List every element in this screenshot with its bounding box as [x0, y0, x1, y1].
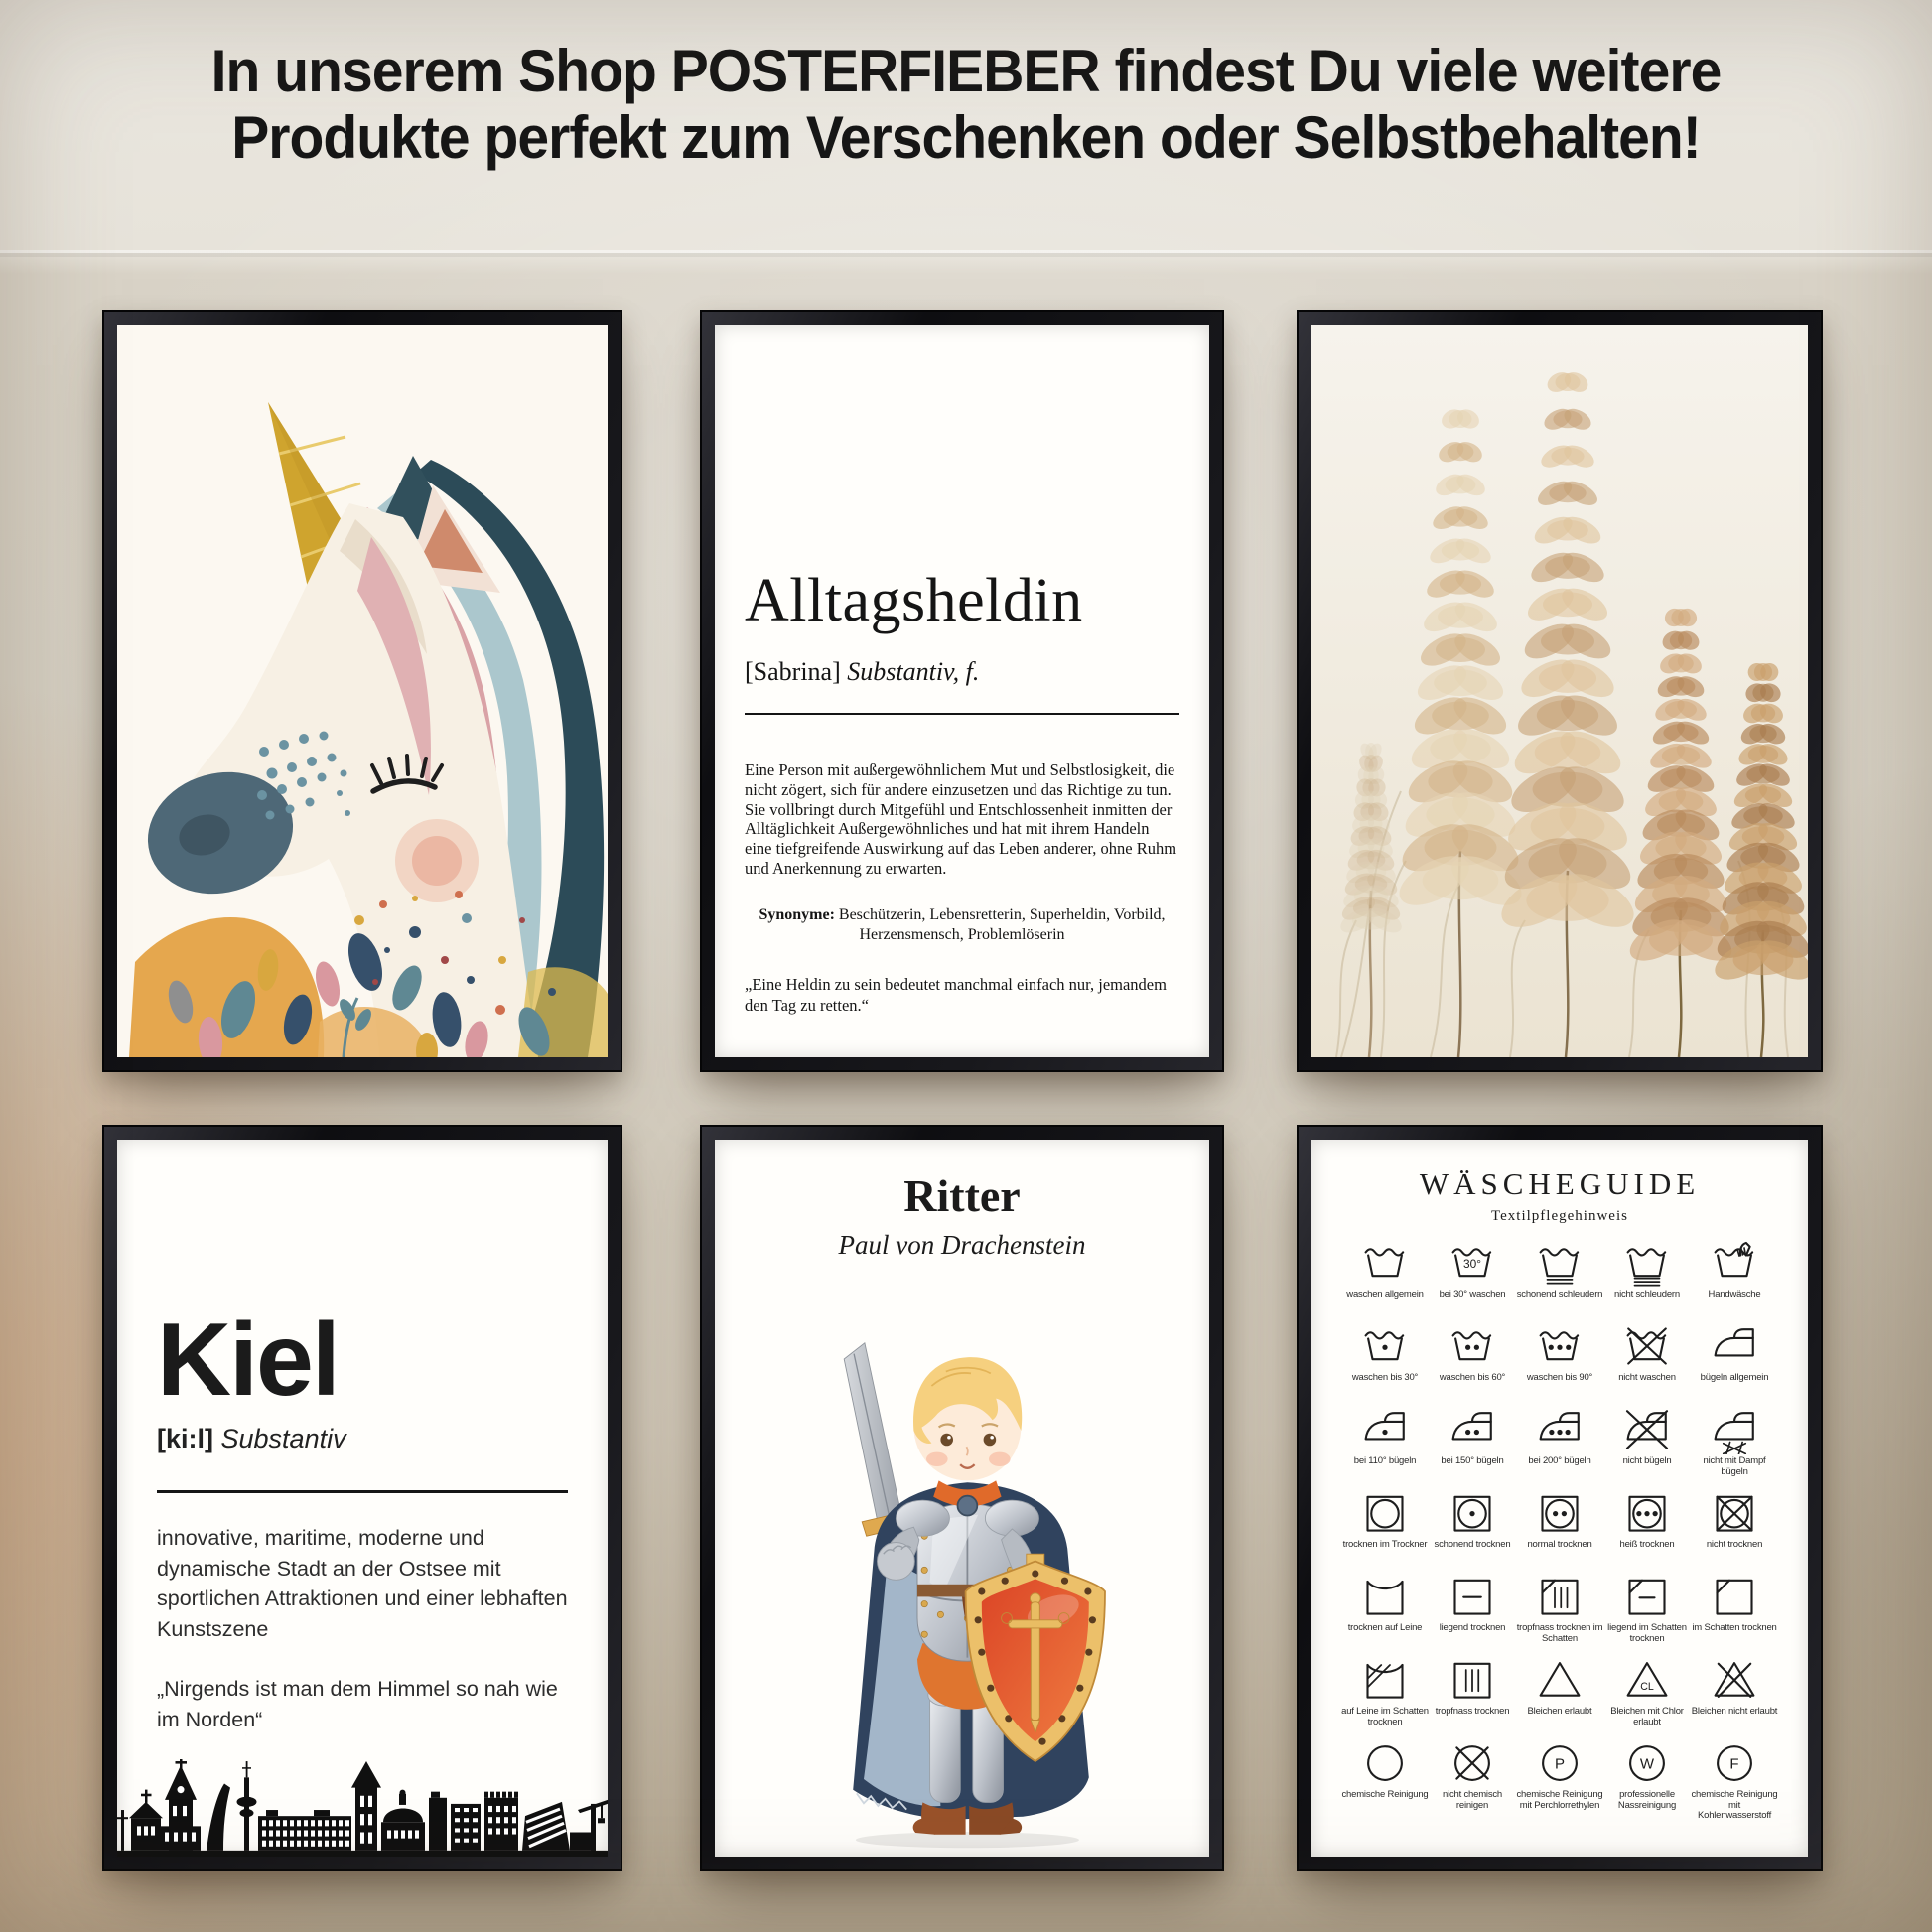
bleach-chlorine-icon — [1622, 1655, 1672, 1705]
iron-icon — [1710, 1321, 1759, 1371]
care-symbol-label: Handwäsche — [1708, 1289, 1761, 1301]
care-symbol-cell — [1603, 1238, 1691, 1321]
care-symbol-cell — [1341, 1655, 1429, 1738]
care-symbol-label: schonend schleudern — [1516, 1289, 1603, 1301]
care-symbol-cell — [1691, 1321, 1778, 1405]
kiel-phonetic: [ki:l] — [157, 1424, 213, 1453]
care-symbol-cell — [1516, 1238, 1603, 1321]
iron-no-steam-icon — [1710, 1405, 1759, 1454]
alltagsheldin-definition: Eine Person mit außergewöhnlichem Mut und Selbstlosigkeit, die nicht zögert, sich für andere einzusetzen und das Richtige zu tun. Sie vollbringt durch Mitgefühl und Entschlossenheit inmitten der Alltäglichkeit Außergewöhnliches und hat mit ihrem Handeln eine tiefgreifende Auswirkung auf das Leben anderer, ohne Ruhm und Anerkennung zu erwarten. — [745, 760, 1177, 879]
care-symbol-label: bei 110° bügeln — [1353, 1455, 1417, 1467]
care-symbol-cell — [1691, 1238, 1778, 1321]
gauntlet-fist — [878, 1543, 915, 1581]
care-symbol-cell — [1429, 1655, 1516, 1738]
tumble-dry-crossed-icon — [1710, 1488, 1759, 1538]
ritter-subtitle: Paul von Drachenstein — [838, 1229, 1086, 1260]
iron-crossed-icon — [1622, 1405, 1672, 1454]
care-symbol-label: nicht chemisch reinigen — [1442, 1789, 1503, 1811]
shade-dry-icon — [1710, 1572, 1759, 1621]
divider-rule — [745, 713, 1179, 715]
care-symbol-cell — [1516, 1738, 1603, 1822]
tumble-dry-icon — [1360, 1488, 1410, 1538]
poster-frame-pampas — [1297, 310, 1823, 1072]
care-symbol-cell — [1603, 1655, 1691, 1738]
care-symbol-label: im Schatten trocknen — [1692, 1622, 1777, 1634]
synonyms-label: Synonyme: — [759, 905, 835, 923]
care-symbol-label: nicht trocknen — [1706, 1539, 1763, 1551]
care-symbol-cell — [1429, 1738, 1516, 1822]
iron-dot-1-icon — [1360, 1405, 1410, 1454]
dry-clean-P-icon — [1535, 1738, 1585, 1788]
care-symbol-cell — [1341, 1238, 1429, 1321]
care-symbol-cell — [1603, 1321, 1691, 1405]
tub-dot-2-icon — [1448, 1321, 1497, 1371]
care-symbol-label: trocknen auf Leine — [1347, 1622, 1423, 1634]
care-symbol-cell — [1429, 1572, 1516, 1655]
care-symbol-label: nicht bügeln — [1622, 1455, 1672, 1467]
care-symbol-cell — [1429, 1405, 1516, 1488]
tub-hand-icon — [1710, 1238, 1759, 1288]
bleach-icon — [1535, 1655, 1585, 1705]
care-symbol-cell — [1516, 1655, 1603, 1738]
dry-clean-icon — [1360, 1738, 1410, 1788]
care-symbol-label: schonend trocknen — [1434, 1539, 1511, 1551]
knight-illustration — [715, 1297, 1209, 1851]
care-symbol-cell — [1691, 1738, 1778, 1822]
svg-text:F: F — [1729, 1755, 1739, 1773]
care-symbol-label: bei 200° bügeln — [1528, 1455, 1591, 1467]
poster-kiel — [117, 1140, 608, 1857]
care-symbol-cell — [1341, 1488, 1429, 1572]
care-symbol-cell — [1341, 1572, 1429, 1655]
care-symbol-cell — [1691, 1488, 1778, 1572]
tumble-dry-dot-2-icon — [1535, 1488, 1585, 1538]
tumble-dry-dot-3-icon — [1622, 1488, 1672, 1538]
care-symbol-label: waschen allgemein — [1346, 1289, 1424, 1301]
care-symbol-cell — [1691, 1655, 1778, 1738]
flat-dry-shade-icon — [1622, 1572, 1672, 1621]
care-symbol-label: liegend trocknen — [1439, 1622, 1506, 1634]
care-symbol-label: tropfnass trocknen im Schatten — [1516, 1622, 1603, 1644]
divider-rule — [157, 1490, 568, 1493]
care-symbol-label: auf Leine im Schatten trocknen — [1341, 1706, 1429, 1727]
care-symbol-label: waschen bis 60° — [1439, 1372, 1506, 1384]
headline-line-1: In unserem Shop POSTERFIEBER findest Du viele weitere — [210, 38, 1722, 104]
alltagsheldin-subtitle — [745, 657, 1179, 687]
care-symbol-label: Bleichen mit Chlor erlaubt — [1610, 1706, 1684, 1727]
tub-30-icon — [1448, 1238, 1497, 1288]
poster-frame-unicorn — [102, 310, 622, 1072]
care-symbol-label: chemische Reinigung mit Perchlorrethylen — [1516, 1789, 1603, 1811]
poster-pampas — [1311, 325, 1808, 1057]
unicorn-illustration — [117, 325, 608, 1057]
alltagsheldin-title: Alltagsheldin — [745, 567, 1083, 634]
care-symbol-cell — [1603, 1488, 1691, 1572]
tub-dot-3-icon — [1535, 1321, 1585, 1371]
tub-crossed-icon — [1622, 1321, 1672, 1371]
kiel-quote: „Nirgends ist man dem Himmel so nah wie im Norden“ — [157, 1677, 558, 1731]
alltagsheldin-name: [Sabrina] — [745, 657, 841, 687]
care-symbol-cell — [1603, 1738, 1691, 1822]
kiel-subtitle — [157, 1424, 568, 1454]
ritter-title: Ritter — [903, 1171, 1021, 1221]
poster-waescheguide — [1311, 1140, 1808, 1857]
kiel-title: Kiel — [157, 1303, 339, 1418]
svg-text:W: W — [1639, 1755, 1655, 1773]
dry-clean-F-icon — [1710, 1738, 1759, 1788]
poster-frame-alltagsheldin — [700, 310, 1224, 1072]
alltagsheldin-word-type: Substantiv, f. — [847, 657, 980, 687]
care-symbol-cell — [1691, 1405, 1778, 1488]
care-symbol-label: nicht waschen — [1618, 1372, 1676, 1384]
tub-dot-1-icon — [1360, 1321, 1410, 1371]
care-symbol-label: professionelle Nassreinigung — [1617, 1789, 1677, 1811]
tub-underline-3-icon — [1622, 1238, 1672, 1288]
poster-alltagsheldin — [715, 325, 1209, 1057]
pampas-illustration — [1311, 325, 1808, 1057]
care-symbol-label: bei 30° waschen — [1439, 1289, 1506, 1301]
care-symbol-label: chemische Reinigung mit Kohlenwasserstoff — [1691, 1789, 1778, 1822]
care-symbol-label: waschen bis 30° — [1351, 1372, 1419, 1384]
poster-frame-waescheguide — [1297, 1125, 1823, 1871]
care-symbol-label: bei 150° bügeln — [1441, 1455, 1504, 1467]
bleach-crossed-icon — [1710, 1655, 1759, 1705]
poster-frame-ritter — [700, 1125, 1224, 1871]
dry-clean-W-icon — [1622, 1738, 1672, 1788]
tub-icon — [1360, 1238, 1410, 1288]
line-dry-icon — [1360, 1572, 1410, 1621]
care-symbol-label: nicht schleudern — [1614, 1289, 1680, 1301]
care-symbol-label: liegend im Schatten trocknen — [1607, 1622, 1687, 1644]
care-symbol-cell — [1603, 1572, 1691, 1655]
kiel-definition: innovative, maritime, moderne und dynamische Stadt an der Ostsee mit sportlichen Attraktionen und einer lebhaften Kunstszene — [157, 1526, 568, 1641]
dry-clean-crossed-icon — [1448, 1738, 1497, 1788]
headline — [49, 38, 1884, 171]
care-symbol-cell — [1603, 1405, 1691, 1488]
line-dry-shade-icon — [1360, 1655, 1410, 1705]
synonyms-list: Beschützerin, Lebensretterin, Superheldin, Vorbild, Herzensmensch, Problemlöserin — [838, 905, 1166, 943]
care-symbol-grid — [1341, 1238, 1778, 1822]
alltagsheldin-quote: „Eine Heldin zu sein bedeutet manchmal einfach nur, jemandem den Tag zu retten.“ — [745, 974, 1167, 1015]
care-symbol-cell — [1516, 1321, 1603, 1405]
drip-dry-icon — [1448, 1655, 1497, 1705]
care-symbol-cell — [1516, 1572, 1603, 1655]
care-symbol-label: heiß trocknen — [1619, 1539, 1675, 1551]
care-symbol-label: Bleichen erlaubt — [1527, 1706, 1592, 1718]
waescheguide-title: WÄSCHEGUIDE — [1419, 1167, 1701, 1201]
care-symbol-label: trocknen im Trockner — [1342, 1539, 1428, 1551]
flat-dry-icon — [1448, 1572, 1497, 1621]
alltagsheldin-synonyms — [745, 905, 1179, 945]
care-symbol-cell — [1341, 1321, 1429, 1405]
care-symbol-label: chemische Reinigung — [1341, 1789, 1429, 1801]
care-symbol-label: normal trocknen — [1527, 1539, 1592, 1551]
care-symbol-cell — [1429, 1321, 1516, 1405]
kiel-word-type: Substantiv — [220, 1424, 346, 1453]
care-symbol-cell — [1341, 1405, 1429, 1488]
care-symbol-label: Bleichen nicht erlaubt — [1691, 1706, 1778, 1718]
tumble-dry-dot-1-icon — [1448, 1488, 1497, 1538]
headline-line-2: Produkte perfekt zum Verschenken oder Selbstbehalten! — [231, 104, 1701, 172]
tub-underline-2-icon — [1535, 1238, 1585, 1288]
waescheguide-subtitle: Textilpflegehinweis — [1491, 1208, 1628, 1225]
svg-text:30°: 30° — [1463, 1257, 1481, 1272]
svg-text:P: P — [1554, 1755, 1566, 1773]
care-symbol-cell — [1516, 1405, 1603, 1488]
kiel-skyline-illustration — [117, 1759, 608, 1857]
iron-dot-2-icon — [1448, 1405, 1497, 1454]
poster-frame-kiel — [102, 1125, 622, 1871]
poster-unicorn — [117, 325, 608, 1057]
care-symbol-label: nicht mit Dampf bügeln — [1703, 1455, 1766, 1477]
care-symbol-cell — [1516, 1488, 1603, 1572]
poster-ritter — [715, 1140, 1209, 1857]
care-symbol-cell — [1691, 1572, 1778, 1655]
care-symbol-cell — [1341, 1738, 1429, 1822]
svg-text:CL: CL — [1640, 1681, 1654, 1694]
iron-dot-3-icon — [1535, 1405, 1585, 1454]
care-symbol-cell — [1429, 1238, 1516, 1321]
care-symbol-cell — [1429, 1488, 1516, 1572]
care-symbol-label: waschen bis 90° — [1526, 1372, 1593, 1384]
drip-dry-shade-icon — [1535, 1572, 1585, 1621]
care-symbol-label: tropfnass trocknen — [1435, 1706, 1510, 1718]
care-symbol-label: bügeln allgemein — [1700, 1372, 1769, 1384]
